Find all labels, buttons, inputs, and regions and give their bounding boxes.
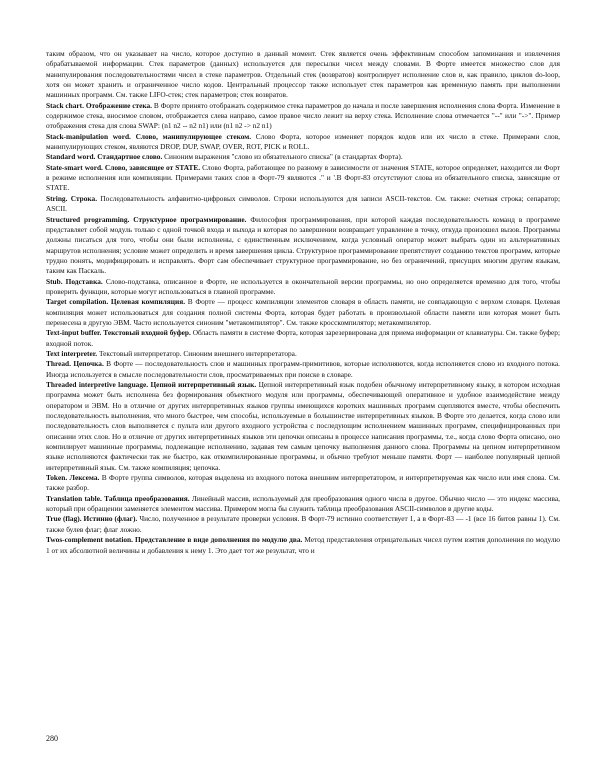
glossary-term: Standard word. Стандартное слово. xyxy=(46,152,163,162)
glossary-entry xyxy=(46,380,560,473)
glossary-entry xyxy=(46,194,560,215)
glossary-definition: Область памяти в системе Форта, которая зарезервирована для приема информации от клавиатуры. См. также буфер; входной поток. xyxy=(46,328,560,348)
glossary-definition: Метод представления отрицательных чисел путем взятия дополнения по модулю 1 от их абсолютной величины и добавления к нему 1. Это дает тот же результат, что и xyxy=(46,535,560,555)
glossary-text xyxy=(46,49,560,556)
glossary-entry xyxy=(46,163,560,194)
glossary-definition: В Форте группа символов, которая выделена из входного потока внешним интерпретатором, и интерпретируемая как число или имя слова. См. также разбор. xyxy=(46,473,560,493)
glossary-definition: Синоним выражения "слово из обязательного списка" (в стандартах Форта). xyxy=(164,152,403,162)
page-number: 280 xyxy=(46,734,58,743)
glossary-entry xyxy=(46,215,560,277)
glossary-entry xyxy=(46,277,560,298)
glossary-definition: Слово-подставка, описанное в Форте, не используется в окончательной версии программы, но оно определяется временно для того, чтобы проверить функции, которые могут использоваться в главной программе. xyxy=(46,276,561,296)
glossary-entry xyxy=(46,535,560,556)
glossary-definition: Слово Форта, которое изменяет порядок кодов или их число в стеке. Примерами слов, манипулирующих стеком, являются DROP, DUP, SWAP, OVER, ROT, PICK и ROLL. xyxy=(46,131,560,152)
glossary-term: Structured programming. Структурное программирование. xyxy=(46,214,247,224)
glossary-term: Stack chart. Отображение стека. xyxy=(46,100,152,110)
glossary-term: Thread. Цепочка. xyxy=(46,359,104,369)
glossary-definition: Цепной интерпретивный язык подобен обычному интерпретивному языку, в котором исходная программа может быть исполнена без формирования объектного модуля или программы, обеспечивающей оперативное и удобное взаимодействие между оператором и ЭВМ. Но в отличие от других интерпретивных языков группы имеющихся коротких машинных программ сцепляются вместе, чтобы обеспечить последовательность выполнения, что много быстрее, чем способы, используемые в большинстве интерпретивных языков. В Форте это делается, когда слово или последовательность слов выполняется с пульта или другого входного устройства с последующим исполнением машинных программ, специфицированных при описании этих слов. Но в отличие от других интерпретивных языков эти цепочки описаны в процессе написания программы, т.е., когда слово Форта описано, оно компилирует машинные программы, подлежащие исполнению, задавая тем самым цепочку выполнения данного слова. Программы на цепном интерпретивном языке исполняются фактически так же быстро, как откомпилированные программы, и обычно требуют меньше памяти. Форт — наиболее популярный цепной интерпретивный язык. См. также компиляция; цепочка. xyxy=(46,380,561,472)
glossary-entry xyxy=(46,514,560,535)
glossary-term: State-smart word. Слово, зависящее от STATE. xyxy=(46,162,201,172)
glossary-definition: Число, полученное в результате проверки условия. В Форт-79 истинно соответствует 1, а в Форт-83 — -1 (все 16 битов равны 1). См. также булев флаг; флаг ложно. xyxy=(46,514,561,534)
glossary-term: Text interpreter. xyxy=(46,348,98,358)
glossary-term: Token. Лексема. xyxy=(46,473,100,483)
glossary-term: Text-input buffer. Текстовый входной буфер. xyxy=(46,328,191,338)
glossary-definition: В Форте принято отображать содержимое стека параметров до начала и после завершения исполнения слова Форта. Изменение в содержимое стека, вносимое словом, отображается слева направо, самое правое число лежит на верху стека. Исполнение слова отмечается "--" или "->". Пример отображения стека для слова SWAP: (n1 n2 -- n2 n1) или (n1 n2 -> n2 n1) xyxy=(46,100,560,131)
glossary-definition: Линейный массив, используемый для преобразования одного числа в другое. Обычно число — это индекс массива, который при обращении заменяется элементом массива. Примером могла бы служить таблица преобразования ASCII-символов в другие коды. xyxy=(46,493,560,514)
glossary-entry xyxy=(46,349,560,359)
glossary-entry xyxy=(46,473,560,494)
glossary-definition: Слово Форта, работающее по разному в зависимости от значения STATE, которое определяет, находится ли Форт в режиме исполнения или компиляции. Примерами таких слов в Форт-79 являются ." и '.В Форт-83 отсутствуют слова из обязательного списка, зависящие от STATE. xyxy=(46,162,561,193)
glossary-entry xyxy=(46,49,560,101)
glossary-definition: Последовательность алфавитно-цифровых символов. Строки используются для записи ASCII-текстов. См. также: счетная строка; сепаратор; ASCII. xyxy=(46,193,560,214)
glossary-definition: Текстовый интерпретатор. Синоним внешнего интерпретатора. xyxy=(98,348,297,358)
glossary-term: True (flag). Истинно (флаг). xyxy=(46,514,138,524)
glossary-entry xyxy=(46,359,560,380)
glossary-definition: Философия программирования, при которой каждая последовательность команд в программе представляет собой модуль только с одной точкой входа и выхода и которая по завершении возвращает управление в точку, откуда произошел вызов. Программы должны писаться для того, чтобы они были исполнены, с единственным исключением, когда условный оператор может выбрать один из альтернативных маршрутов исполнения; условие может определить и время завершения цикла. Структурное программирование препятствует созданию текстов программ, которые трудно понять, модифицировать и исправлять. Форт сам обеспечивает структурное программирование, но без ограничений, присущих многим другим языкам, таким как Паскаль. xyxy=(46,214,560,276)
glossary-term: Threaded interpretive language. Цепной интерпретивный язык. xyxy=(46,380,257,389)
glossary-entry xyxy=(46,101,560,132)
glossary-definition: В Форте — процесс компиляции элементов словаря в область памяти, не совпадающую с верхом словаря. Целевая компиляция может использоваться для создания полной системы Форта, которая будет работать в произвольной области памяти или которая может быть перенесена в другую ЭВМ. Часто используется синоним "метакомпилятор". См. также кросскомпилятор; метакомпилятор. xyxy=(46,297,560,327)
glossary-entry xyxy=(46,328,560,349)
glossary-entry xyxy=(46,297,560,328)
glossary-entry xyxy=(46,152,560,162)
glossary-term: Translation table. Таблица преобразования. xyxy=(46,493,190,503)
glossary-definition: В Форте — последовательность слов и машинных программ-примитивов, которые исполняются, когда исполняется слово из входного потока. Иногда используется в смысле последовательности слов, просматриваемых при поиске в словаре. xyxy=(46,359,560,379)
glossary-definition: таким образом, что он указывает на число, которое доступно в данный момент. Стек является очень эффективным способом запоминания и извлечения обрабатываемой информации. Стек параметров (данных) используется для пересылки чисел между словами. В Форте имеется множество слов для манипулирования последовательностями чисел в стеке параметров. Отдельный стек (возвратов) контролирует исполнение слов и, как правило, циклов do-loop, хотя он может хранить и ограниченное число кодов. Центральный процессор также использует стек параметров как временную память при выполнении машинных программ. См. также LIFO-стек; стек параметров; стек возвратов. xyxy=(46,49,560,100)
glossary-term: Stub. Подставка. xyxy=(46,276,103,286)
glossary-term: Stack-manipulation word. Слово, манипулирующее стеком. xyxy=(46,131,252,141)
glossary-term: Target compilation. Целевая компиляция. xyxy=(46,297,186,307)
glossary-term: String. Строка. xyxy=(46,193,98,203)
glossary-entry xyxy=(46,132,560,153)
glossary-entry xyxy=(46,494,560,515)
glossary-term: Twos-complement notation. Представление в виде дополнения по модулю два. xyxy=(46,535,303,545)
